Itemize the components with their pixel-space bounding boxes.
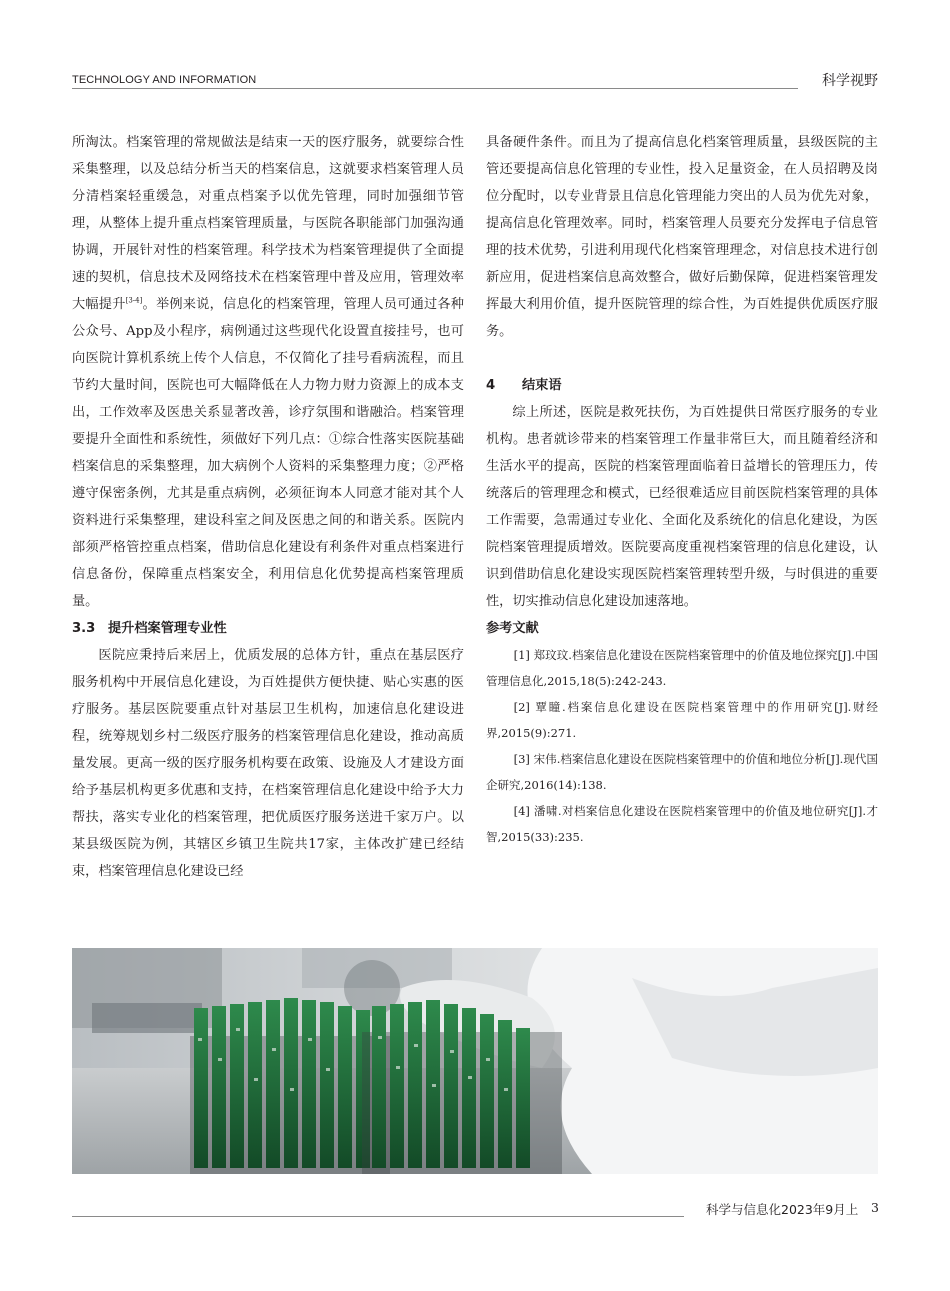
section-title: 提升档案管理专业性 [108,621,227,636]
page-number: 3 [871,1200,879,1215]
paragraph: 医院应秉持后来居上，优质发展的总体方针，重点在基层医疗服务机构中开展信息化建设，为百姓提供方便快捷、贴心实惠的医疗服务。基层医院要重点针对基层卫生机构，加速信息化建设进程，统筹规划乡村二级医疗服务的档案管理信息化建设，推动高质量发展。更高一级的医疗服务机构要在政策、设施及人才建设方面给予基层机构更多优惠和支持，在档案管理信息化建设中给予大力帮扶，落实专业化的档案管理，把优质医疗服务送进千家万户。以某县级医院为例，其辖区乡镇卫生院共17家，主体改扩建已经结束，档案管理信息化建设已经 [72,648,464,879]
reference-item: [4] 潘啸.对档案信息化建设在医院档案管理中的价值及地位研究[J].才智,2015(33):235. [486,804,878,844]
journal-issue: 科学与信息化2023年9月上 [706,1202,859,1217]
circuit-board-photo [72,948,878,1174]
citation: [3-4] [125,296,143,305]
right-column [486,129,878,850]
section-title: 结束语 [522,378,562,393]
journal-name-en: TECHNOLOGY AND INFORMATION [72,74,257,86]
paragraph-text: 。举例来说，信息化的档案管理，管理人员可通过各种公众号、App及小程序，病例通过这些现代化设置直接挂号，也可向医院计算机系统上传个人信息，不仅简化了挂号看病流程，而且节约大量时间，医院也可大幅降低在人力物力财力资源上的成本支出，工作效率及医患关系显著改善，诊疗氛围和谐融洽。档案管理要提升全面性和系统性，须做好下列几点：①综合性落实医院基础档案信息的采集整理，加大病例个人资料的采集整理力度；②严格遵守保密条例，尤其是重点病例，必须征询本人同意才能对其个人资料进行采集整理，建设科室之间及医患之间的和谐关系。医院内部须严格管控重点档案，借助信息化建设有利条件对重点档案进行信息备份，保障重点档案安全，利用信息化优势提高档案管理质量。 [72,297,464,609]
section-heading [486,372,878,399]
reference-item: [3] 宋伟.档案信息化建设在医院档案管理中的价值和地位分析[J].现代国企研究,2016(14):138. [486,752,878,792]
section-heading [72,615,464,642]
paragraph [72,129,464,615]
paragraph: 综上所述，医院是救死扶伤，为百姓提供日常医疗服务的专业机构。患者就诊带来的档案管理工作量非常巨大，而且随着经济和生活水平的提高，医院的档案管理面临着日益增长的管理压力，传统落后的管理理念和模式，已经很难适应目前医院档案管理的具体工作需要，急需通过专业化、全面化及系统化的信息化建设，为医院档案管理提质增效。医院要高度重视档案管理的信息化建设，认识到借助信息化建设实现医院档案管理转型升级，与时俱进的重要性，切实推动信息化建设加速落地。 [486,405,878,609]
header-rule [72,88,798,89]
reference-item: [2] 覃瞳.档案信息化建设在医院档案管理中的作用研究[J].财经界,2015(9):271. [486,700,878,740]
paragraph: 具备硬件条件。而且为了提高信息化档案管理质量，县级医院的主管还要提高信息化管理的专业性，投入足量资金，在人员招聘及岗位分配时，以专业背景且信息化管理能力突出的人员为优先对象，提高信息化管理效率。同时，档案管理人员要充分发挥电子信息管理的技术优势，引进利用现代化档案管理理念，对信息技术进行创新应用，促进档案信息高效整合，做好后勤保障，促进档案管理发挥最大利用价值，提升医院管理的综合性，为百姓提供优质医疗服务。 [486,135,878,339]
references-heading: 参考文献 [486,621,539,636]
section-number: 4 [486,378,496,393]
reference-item: [1] 郑玟玟.档案信息化建设在医院档案管理中的价值及地位探究[J].中国管理信息化,2015,18(5):242-243. [486,648,878,688]
footer-rule [72,1216,684,1217]
section-number: 3.3 [72,621,96,636]
left-column [72,129,464,885]
paragraph-text: 所淘汰。档案管理的常规做法是结束一天的医疗服务，就要综合性采集整理，以及总结分析当天的档案信息，这就要求档案管理人员分清档案轻重缓急，对重点档案予以优先管理，同时加强细节管理，从整体上提升重点档案管理质量，与医院各职能部门加强沟通协调，开展针对性的档案管理。科学技术为档案管理提供了全面提速的契机，信息技术及网络技术在档案管理中普及应用，管理效率大幅提升 [72,135,464,312]
section-label: 科学视野 [822,73,878,89]
